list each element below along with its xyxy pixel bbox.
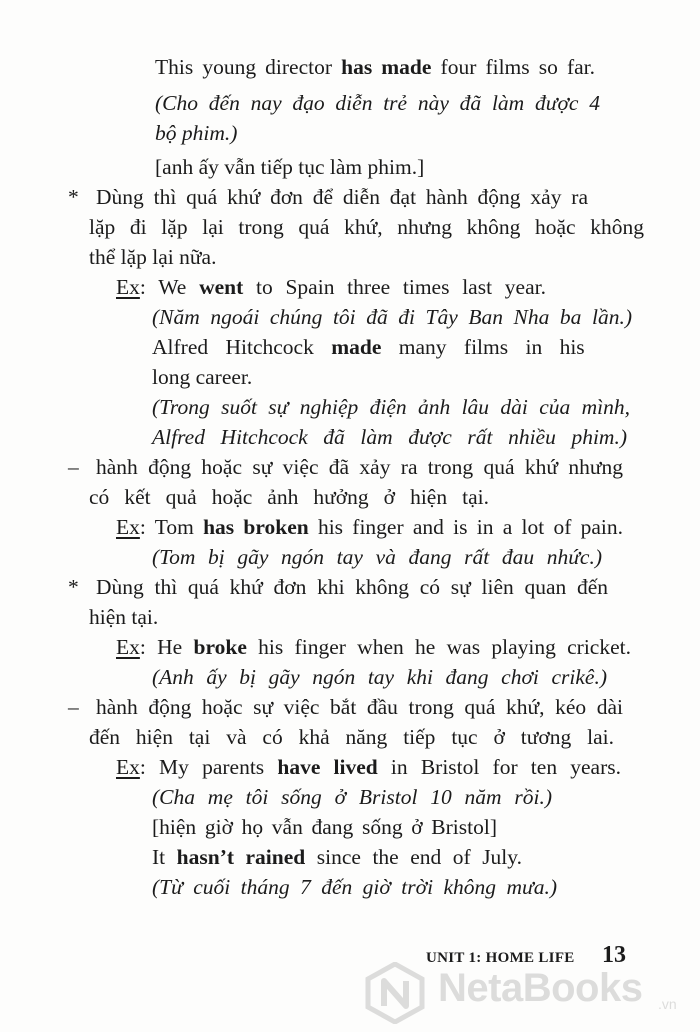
dash-bullet: –	[68, 695, 79, 719]
italic-translation: (Trong suốt sự nghiệp điện ảnh lâu dài của mình,	[152, 395, 630, 419]
bold-verb: hasn’t rained	[176, 845, 306, 869]
text-line	[89, 722, 614, 752]
text-line	[152, 812, 497, 842]
text-run: his finger when he was playing cricket.	[246, 635, 631, 659]
watermark	[364, 958, 694, 1028]
example-label: Ex	[116, 635, 140, 659]
text-run: Alfred Hitchcock	[152, 335, 332, 359]
text-line	[116, 752, 621, 782]
dash-bullet: –	[68, 455, 79, 479]
text-run: It	[152, 845, 177, 869]
bold-verb: broke	[193, 635, 247, 659]
text-run: in Bristol for ten years.	[377, 755, 621, 779]
italic-translation: (Năm ngoái chúng tôi đã đi Tây Ban Nha ba lần.)	[152, 305, 632, 329]
text-line	[68, 692, 623, 722]
text-run: his finger and is in a lot of pain.	[308, 515, 623, 539]
text-run: since the end of July.	[305, 845, 523, 869]
text-line	[155, 118, 237, 148]
example-label: Ex	[116, 515, 140, 539]
italic-translation: (Cha mẹ tôi sống ở Bristol 10 năm rồi.)	[152, 785, 552, 809]
text-run: [hiện giờ họ vẫn đang sống ở Bristol]	[152, 815, 497, 839]
text-run: Dùng thì quá khứ đơn để diễn đạt hành động xảy ra	[96, 185, 588, 209]
text-line	[152, 392, 630, 422]
text-line	[152, 422, 627, 452]
asterisk-bullet: *	[68, 185, 79, 209]
example-label: Ex	[116, 755, 140, 779]
text-run: four films so far.	[431, 55, 595, 79]
watermark-brand: NetaBooks	[438, 966, 643, 1010]
text-line	[89, 212, 644, 242]
text-line	[116, 512, 623, 542]
unit-title: UNIT 1: HOME LIFE	[426, 950, 575, 966]
italic-translation: bộ phim.)	[155, 121, 238, 145]
text-run: : Tom	[139, 515, 204, 539]
text-line	[152, 542, 602, 572]
text-line	[68, 452, 623, 482]
text-line	[68, 572, 608, 602]
text-run: có kết quả hoặc ảnh hưởng ở hiện tại.	[89, 485, 489, 509]
text-line	[116, 272, 546, 302]
text-line	[116, 632, 631, 662]
watermark-suffix: .vn	[658, 996, 677, 1012]
netabooks-logo-icon	[364, 962, 426, 1024]
example-label: Ex	[116, 275, 140, 299]
text-line	[152, 362, 252, 392]
text-run: [anh ấy vẫn tiếp tục làm phim.]	[155, 155, 425, 179]
text-line	[152, 782, 552, 812]
bold-verb: went	[199, 275, 244, 299]
text-run: long career.	[152, 365, 253, 389]
italic-translation: Alfred Hitchcock đã làm được rất nhiều phim.)	[152, 425, 627, 449]
text-run: many films in his	[381, 335, 585, 359]
text-line	[152, 662, 607, 692]
text-line	[155, 88, 600, 118]
text-run: đến hiện tại và có khả năng tiếp tục ở tương lai.	[89, 725, 614, 749]
text-run: : He	[139, 635, 194, 659]
text-line	[152, 332, 585, 362]
text-run: lặp đi lặp lại trong quá khứ, nhưng không hoặc không	[89, 215, 644, 239]
page-number: 13	[602, 942, 626, 968]
text-line	[155, 152, 424, 182]
text-run: to Spain three times last year.	[243, 275, 546, 299]
bold-verb: has broken	[203, 515, 309, 539]
text-line	[152, 302, 632, 332]
asterisk-bullet: *	[68, 575, 79, 599]
text-line	[89, 242, 216, 272]
text-line	[68, 182, 588, 212]
text-line	[152, 872, 557, 902]
italic-translation: (Cho đến nay đạo diễn trẻ này đã làm được 4	[155, 91, 600, 115]
italic-translation: (Từ cuối tháng 7 đến giờ trời không mưa.)	[152, 875, 557, 899]
text-line	[89, 482, 489, 512]
text-line	[155, 52, 595, 82]
bold-verb: made	[331, 335, 382, 359]
text-line	[152, 842, 522, 872]
text-run: hành động hoặc sự việc bắt đầu trong quá khứ, kéo dài	[96, 695, 623, 719]
bold-verb: has made	[341, 55, 432, 79]
text-run: thể lặp lại nữa.	[89, 245, 217, 269]
text-run: : We	[139, 275, 200, 299]
text-run: hành động hoặc sự việc đã xảy ra trong quá khứ nhưng	[96, 455, 623, 479]
text-run: : My parents	[139, 755, 278, 779]
text-run: This young director	[155, 55, 342, 79]
bold-verb: have lived	[277, 755, 378, 779]
italic-translation: (Anh ấy bị gãy ngón tay khi đang chơi crikê.)	[152, 665, 607, 689]
text-run: hiện tại.	[89, 605, 159, 629]
text-run: Dùng thì quá khứ đơn khi không có sự liên quan đến	[96, 575, 608, 599]
italic-translation: (Tom bị gãy ngón tay và đang rất đau nhức.)	[152, 545, 602, 569]
text-line	[89, 602, 158, 632]
